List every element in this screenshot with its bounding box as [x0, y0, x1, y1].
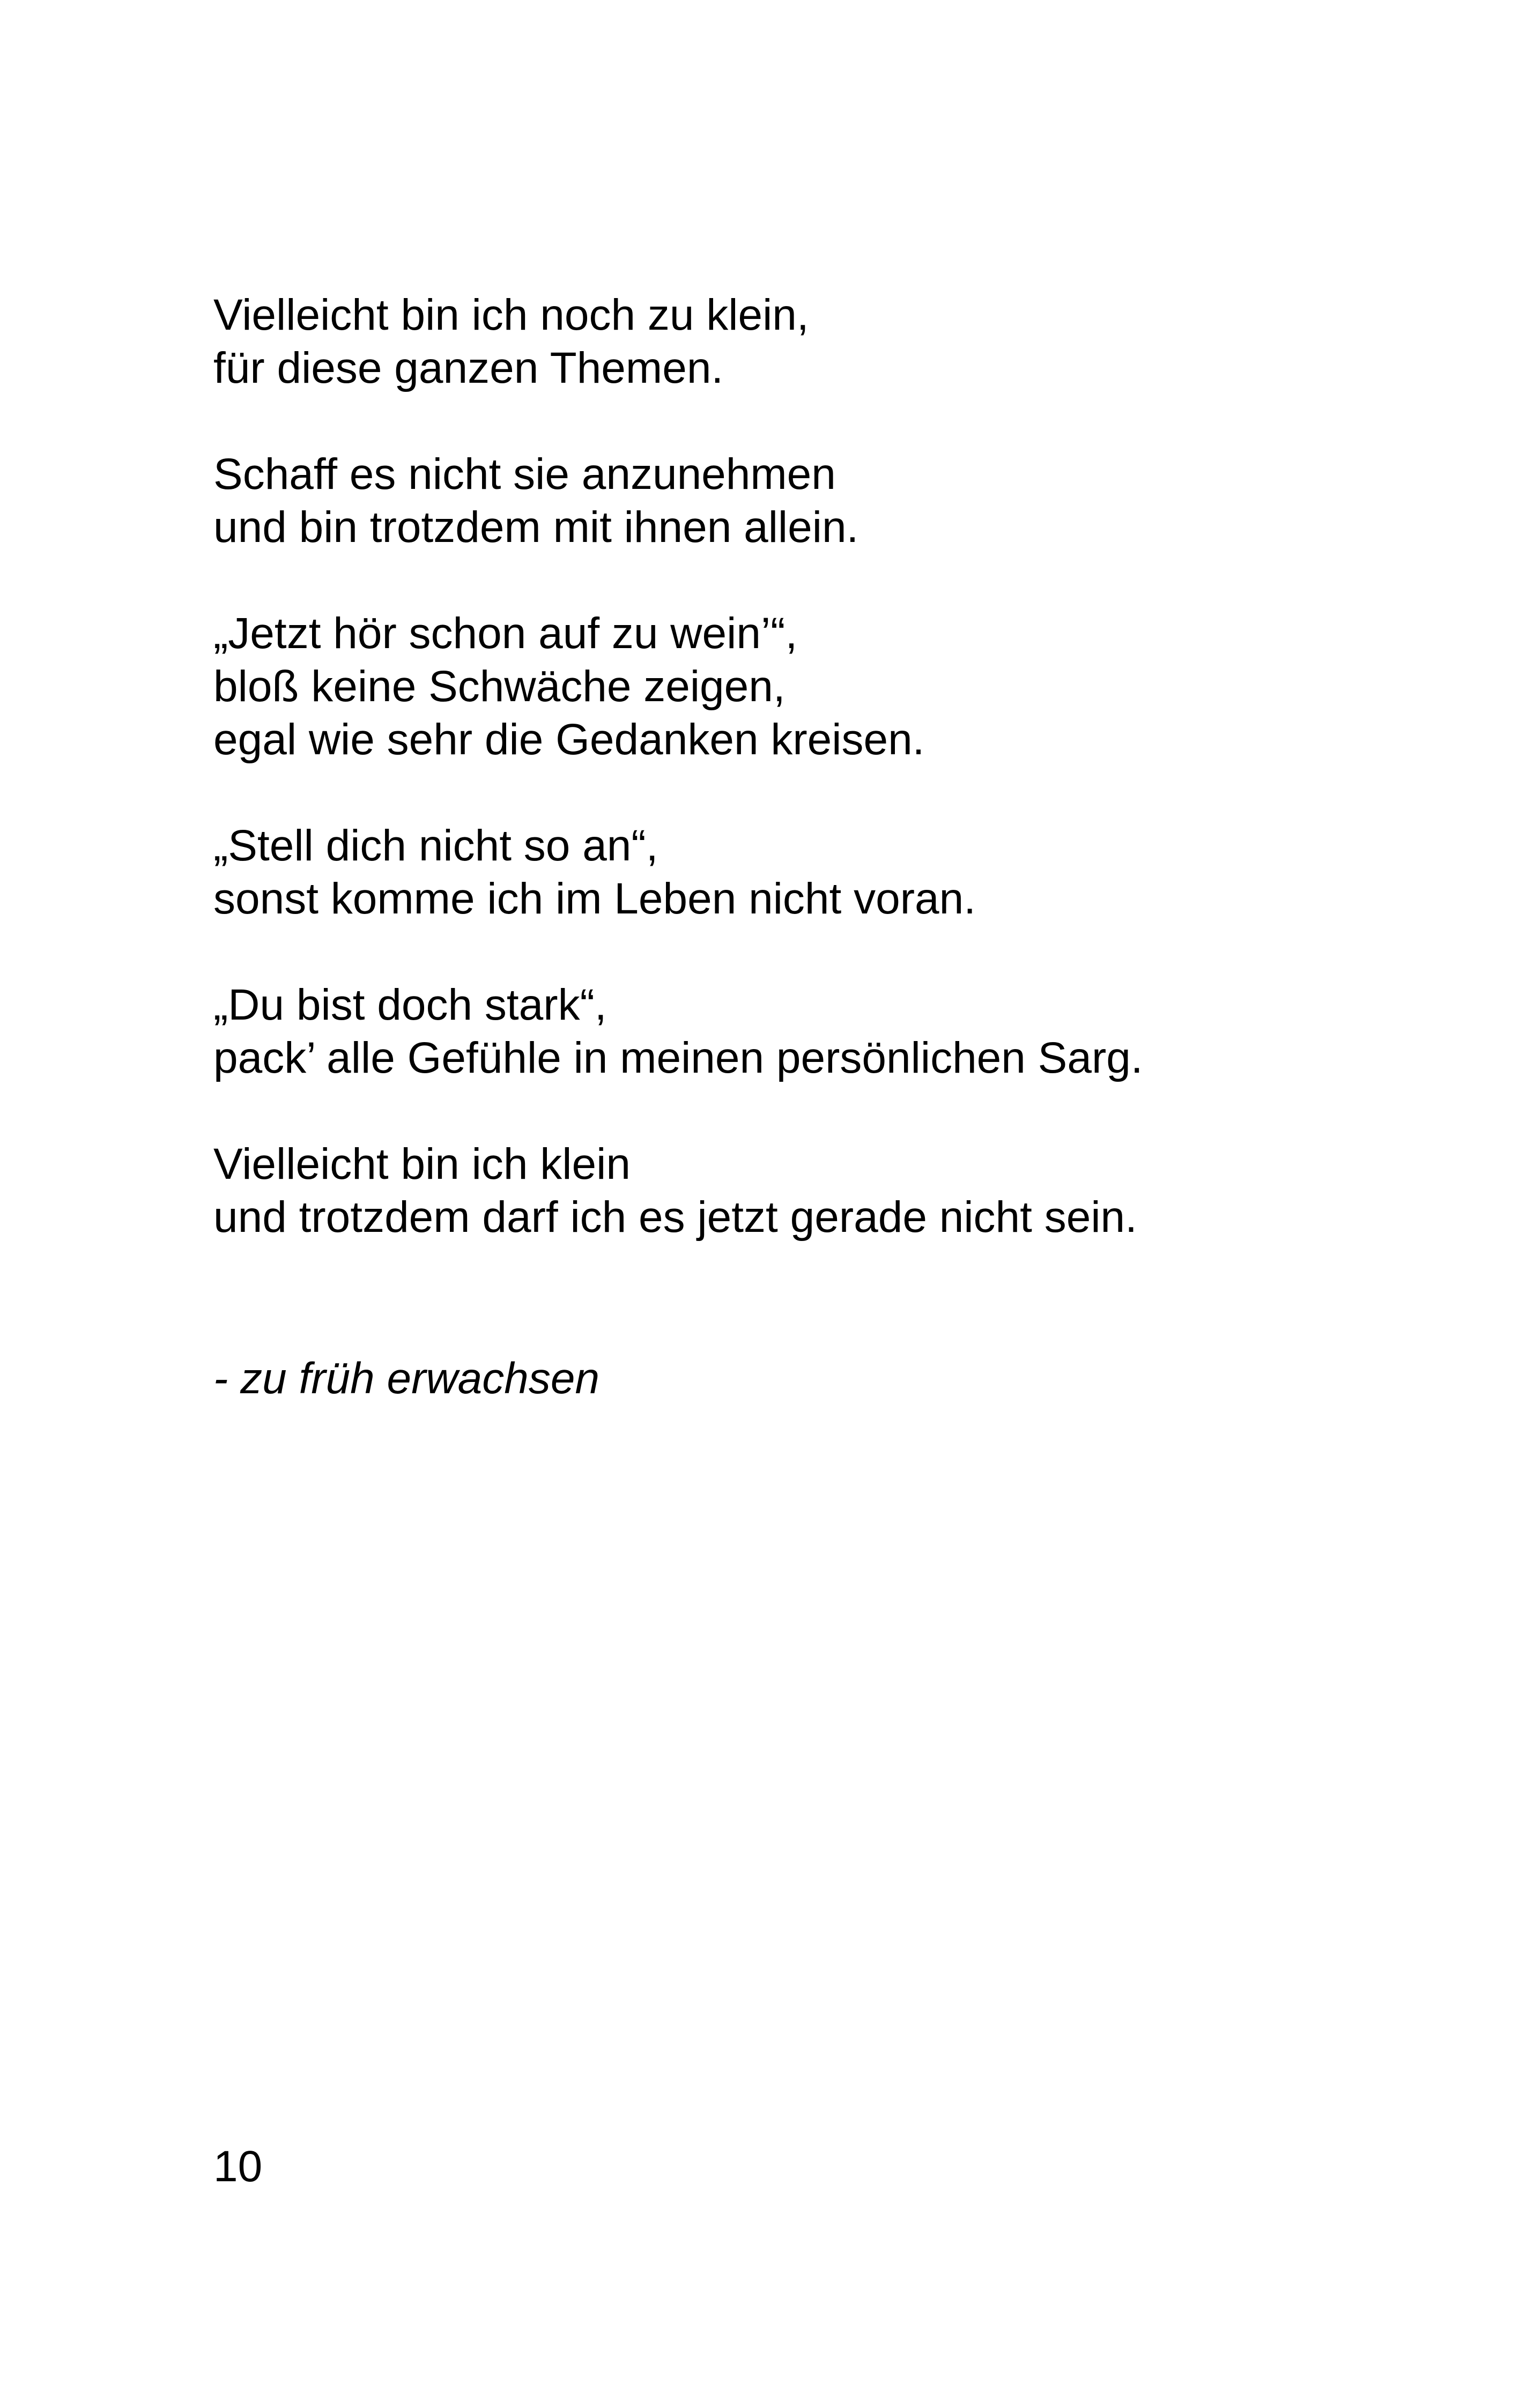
poem-line: egal wie sehr die Gedanken kreisen.: [213, 715, 925, 764]
poem-line: Vielleicht bin ich noch zu klein,: [213, 291, 809, 339]
stanza-4: [213, 819, 1447, 925]
poem-line: Schaff es nicht sie anzunehmen: [213, 450, 836, 499]
poem-line: und bin trotzdem mit ihnen allein.: [213, 503, 859, 552]
poem-line: „Du bist doch stark“,: [213, 980, 607, 1029]
poem-line: Vielleicht bin ich klein: [213, 1140, 631, 1188]
stanza-6: [213, 1138, 1447, 1244]
poem-signature: - zu früh erwachsen: [213, 1354, 600, 1403]
poem-line: und trotzdem darf ich es jetzt gerade nicht sein.: [213, 1193, 1137, 1242]
poem-line: pack’ alle Gefühle in meinen persönlichen Sarg.: [213, 1034, 1143, 1082]
poem-line: für diese ganzen Themen.: [213, 344, 724, 392]
stanza-3: [213, 607, 1447, 766]
poem-line: „Jetzt hör schon auf zu wein’“,: [213, 609, 798, 658]
poem-line: „Stell dich nicht so an“,: [213, 821, 658, 870]
poem: [213, 288, 1447, 1297]
stanza-5: [213, 978, 1447, 1084]
poem-line: sonst komme ich im Leben nicht voran.: [213, 874, 976, 923]
poem-line: bloß keine Schwäche zeigen,: [213, 662, 786, 711]
stanza-1: [213, 288, 1447, 395]
page-number: 10: [213, 2142, 263, 2191]
stanza-2: [213, 448, 1447, 554]
